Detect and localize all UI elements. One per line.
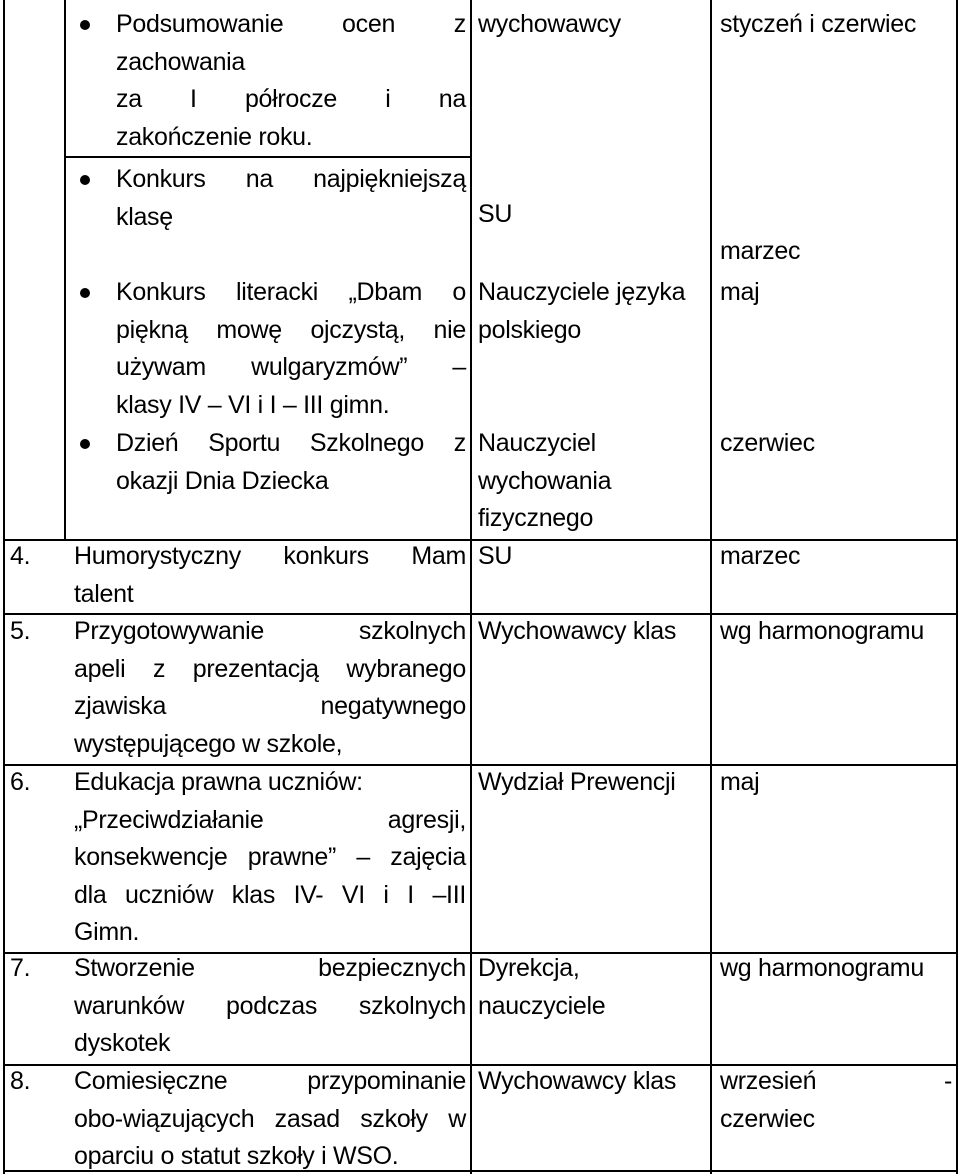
responsible-cell <box>478 1063 708 1101</box>
activity-line: używam wulgaryzmów” – <box>116 353 466 381</box>
responsible-line: Dyrekcja, <box>478 954 580 982</box>
table-border-left <box>3 0 5 1174</box>
activity-line: Gimn. <box>74 918 140 946</box>
activity-line: talent <box>74 579 134 608</box>
responsible-line: Wydział Prewencji <box>478 768 676 796</box>
list-item <box>80 274 466 424</box>
deadline-line: marzec <box>720 237 801 265</box>
deadline-line: maj <box>720 278 760 306</box>
deadline-line: styczeń i czerwiec <box>720 10 917 38</box>
activity-line: warunków podczas szkolnych <box>74 991 466 1020</box>
item-number: 4. <box>10 542 31 570</box>
responsible-line: Nauczyciel <box>478 429 596 457</box>
activity-line: Konkurs na najpiękniejszą <box>116 165 466 193</box>
activity-line: Konkurs literacki „Dbam o <box>116 278 466 306</box>
responsible-line: nauczyciele <box>478 991 606 1020</box>
deadline-line: wg harmonogramu <box>720 617 924 645</box>
deadline-cell <box>720 1063 952 1138</box>
row-divider <box>64 156 472 158</box>
activity-line: występującego w szkole, <box>74 729 343 758</box>
activity-line: dyskotek <box>74 1029 171 1057</box>
responsible-cell <box>478 950 708 1025</box>
deadline-line: wg harmonogramu <box>720 954 924 982</box>
responsible-line: Wychowawcy klas <box>478 1067 677 1095</box>
activity-line: zakończenie roku. <box>116 122 313 151</box>
activity-line: konsekwencje prawne” – zajęcia <box>74 843 466 871</box>
deadline-cell <box>720 950 952 988</box>
item-number: 5. <box>10 617 31 645</box>
responsible-line: Wychowawcy klas <box>478 617 677 645</box>
list-item <box>80 161 466 236</box>
activity-line: Dzień Sportu Szkolnego z <box>116 429 466 457</box>
responsible-cell <box>478 6 708 44</box>
deadline-cell <box>720 764 952 802</box>
responsible-line: wychowawcy <box>478 10 621 38</box>
deadline-line: czerwiec <box>720 1104 815 1133</box>
numbered-item <box>10 1063 466 1176</box>
bullet-icon <box>80 288 90 298</box>
deadline-cell <box>720 274 952 312</box>
item-number: 8. <box>10 1067 31 1095</box>
responsible-cell <box>478 538 708 576</box>
numbered-item <box>10 764 466 952</box>
list-item <box>80 425 466 500</box>
activity-line: klasy IV – VI i I – III gimn. <box>116 390 390 419</box>
responsible-line: SU <box>478 542 513 570</box>
activity-line: Edukacja prawna uczniów: <box>74 768 363 796</box>
numbered-item <box>10 950 466 1063</box>
responsible-line: SU <box>478 200 513 228</box>
deadline-cell <box>720 6 952 44</box>
activity-line: klasę <box>116 202 173 231</box>
activity-line: „Przeciwdziałanie agresji, <box>74 805 466 834</box>
table-border-right <box>956 0 958 1174</box>
list-item <box>80 6 466 156</box>
responsible-cell <box>478 764 708 802</box>
activity-line: apeli z prezentacją wybranego <box>74 654 466 683</box>
column-divider <box>710 0 712 1174</box>
activity-line: piękną mowę ojczystą, nie <box>116 315 466 344</box>
responsible-cell <box>478 613 708 651</box>
activity-line: okazji Dnia Dziecka <box>116 466 329 495</box>
deadline-line: marzec <box>720 542 801 570</box>
deadline-line: maj <box>720 768 760 796</box>
activity-line: obo-wiązujących zasad szkoły w <box>74 1104 466 1133</box>
activity-line: dla uczniów klas IV- VI i I –III <box>74 880 466 909</box>
responsible-line: fizycznego <box>478 504 594 532</box>
activity-line: Stworzenie bezpiecznych <box>74 954 466 982</box>
numbered-item <box>10 613 466 763</box>
numbered-item <box>10 538 466 613</box>
deadline-cell <box>720 425 952 463</box>
item-number: 7. <box>10 954 31 982</box>
activity-line: Przygotowywanie szkolnych <box>74 617 466 645</box>
deadline-cell <box>720 233 952 271</box>
responsible-line: wychowania <box>478 466 612 495</box>
activity-line: Humorystyczny konkurs Mam <box>74 542 466 570</box>
column-divider <box>64 0 66 540</box>
bullet-icon <box>80 175 90 185</box>
bullet-icon <box>80 439 90 449</box>
responsible-cell <box>478 274 708 349</box>
activity-line: oparciu o statut szkoły i WSO. <box>74 1142 399 1170</box>
deadline-cell <box>720 613 952 651</box>
responsible-cell <box>478 425 708 538</box>
activity-line: zjawiska negatywnego <box>74 692 466 720</box>
deadline-line: czerwiec <box>720 429 815 457</box>
responsible-line: polskiego <box>478 315 581 344</box>
item-number: 6. <box>10 768 31 796</box>
deadline-line: wrzesień - <box>720 1067 952 1095</box>
column-divider <box>470 0 472 1174</box>
bullet-icon <box>80 20 90 30</box>
responsible-cell <box>478 196 708 234</box>
responsible-line: Nauczyciele języka <box>478 278 686 306</box>
activity-line: Podsumowanie ocen z <box>116 10 466 38</box>
activity-line: zachowania <box>116 47 246 76</box>
deadline-cell <box>720 538 952 576</box>
activity-line: za I półrocze i na <box>116 85 466 113</box>
activity-line: Comiesięczne przypominanie <box>74 1067 466 1095</box>
